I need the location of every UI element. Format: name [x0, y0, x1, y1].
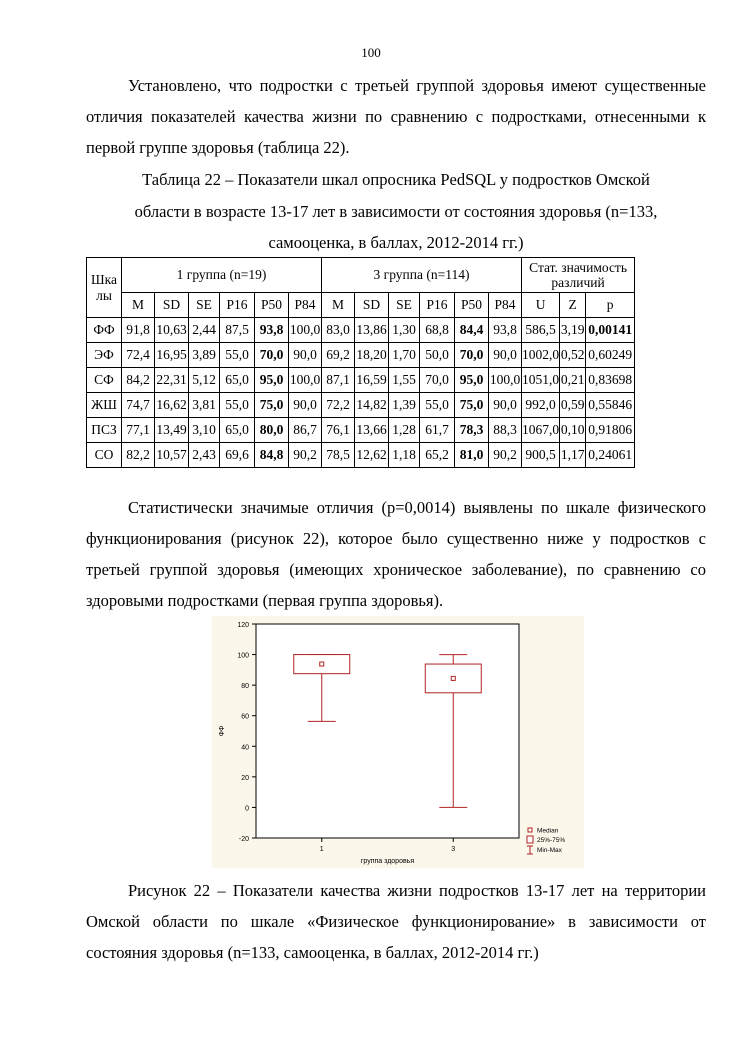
table-cell: 84,4: [455, 318, 489, 343]
table-cell: 13,66: [355, 418, 389, 443]
table-cell: 100,0: [289, 368, 322, 393]
table-cell: 61,7: [420, 418, 455, 443]
subheader-cell: SE: [389, 293, 420, 318]
table-cell: 586,5: [522, 318, 560, 343]
table-cell: 0,00141: [586, 318, 635, 343]
table-caption: [86, 164, 706, 259]
table-cell: 95,0: [255, 368, 289, 393]
table-cell: 1,55: [389, 368, 420, 393]
stat-header-line-2: различий: [551, 275, 605, 290]
figure-22: [212, 616, 584, 868]
page-number: 100: [361, 45, 381, 60]
subheader-cell: SD: [355, 293, 389, 318]
intro-paragraph: [86, 70, 706, 163]
table-cell: 992,0: [522, 393, 560, 418]
table-cell: 1,39: [389, 393, 420, 418]
subheader-cell: P16: [420, 293, 455, 318]
table-cell: 0,59: [560, 393, 586, 418]
table-cell: 70,0: [455, 343, 489, 368]
table-row: [87, 443, 635, 468]
table-cell: 50,0: [420, 343, 455, 368]
table-cell: 1,28: [389, 418, 420, 443]
table-cell: 72,4: [122, 343, 155, 368]
table-cell: 13,86: [355, 318, 389, 343]
table-cell: 0,91806: [586, 418, 635, 443]
table-cell: 10,57: [155, 443, 189, 468]
table-cell: 1,30: [389, 318, 420, 343]
x-tick-label: 1: [319, 846, 324, 853]
legend-box-marker: [527, 836, 533, 843]
table-cell: 1,17: [560, 443, 586, 468]
subheader-cell: P50: [255, 293, 289, 318]
legend-median-label: Median: [537, 827, 559, 835]
table-cell: 3,19: [560, 318, 586, 343]
table-cell: 22,31: [155, 368, 189, 393]
table-cell: 90,2: [289, 443, 322, 468]
scale-name-cell: СФ: [87, 368, 122, 393]
table-cell: 75,0: [255, 393, 289, 418]
table-cell: 65,0: [220, 368, 255, 393]
y-tick-label: 80: [241, 683, 249, 691]
table-cell: 0,24061: [586, 443, 635, 468]
group1-header: 1 группа (n=19): [122, 258, 322, 293]
table-cell: 0,55846: [586, 393, 635, 418]
scale-name-cell: ФФ: [87, 318, 122, 343]
table-row: [87, 368, 635, 393]
table-cell: 0,83698: [586, 368, 635, 393]
y-tick-label: 40: [241, 744, 249, 752]
table-cell: 16,62: [155, 393, 189, 418]
stat-header: [522, 258, 635, 293]
table-caption-line-3: самооценка, в баллах, 2012-2014 гг.): [268, 233, 524, 252]
table-cell: 90,0: [289, 393, 322, 418]
table-cell: 3,10: [189, 418, 220, 443]
y-tick-label: 20: [241, 774, 249, 782]
table-cell: 55,0: [420, 393, 455, 418]
table-row: [87, 418, 635, 443]
table-cell: 2,43: [189, 443, 220, 468]
table-cell: 1051,0: [522, 368, 560, 393]
table-cell: 13,49: [155, 418, 189, 443]
table-cell: 1067,0: [522, 418, 560, 443]
table-cell: 65,0: [220, 418, 255, 443]
table-cell: 95,0: [455, 368, 489, 393]
table-row: [87, 393, 635, 418]
median-marker: [320, 662, 324, 666]
y-tick-label: 120: [237, 622, 249, 629]
table-cell: 1,18: [389, 443, 420, 468]
table-cell: 14,82: [355, 393, 389, 418]
table-cell: 82,2: [122, 443, 155, 468]
table-cell: 80,0: [255, 418, 289, 443]
table-cell: 65,2: [420, 443, 455, 468]
table-cell: 74,7: [122, 393, 155, 418]
scale-header: [87, 258, 122, 318]
scale-name-cell: ЭФ: [87, 343, 122, 368]
table-cell: 0,21: [560, 368, 586, 393]
table-cell: 87,5: [220, 318, 255, 343]
table-cell: 100,0: [489, 368, 522, 393]
table-cell: 88,3: [489, 418, 522, 443]
table-cell: 18,20: [355, 343, 389, 368]
y-tick-label: 60: [241, 713, 249, 721]
table-caption-line-2: области в возрасте 13-17 лет в зависимости от состояния здоровья (n=133,: [134, 201, 658, 221]
x-axis-label: группа здоровья: [360, 858, 415, 865]
table-cell: 16,59: [355, 368, 389, 393]
table-cell: 91,8: [122, 318, 155, 343]
table-cell: 0,60249: [586, 343, 635, 368]
subheader-cell: M: [122, 293, 155, 318]
y-axis-label: ФФ: [219, 725, 226, 737]
table-cell: 78,3: [455, 418, 489, 443]
table-cell: 68,8: [420, 318, 455, 343]
table-cell: 87,1: [322, 368, 355, 393]
table-row: [87, 318, 635, 343]
subheader-cell: P16: [220, 293, 255, 318]
stat-header-line-1: Стат. значимость: [529, 260, 627, 275]
table-22: [86, 257, 635, 468]
table-cell: 90,2: [489, 443, 522, 468]
boxplot-chart: [212, 616, 584, 868]
table-cell: 12,62: [355, 443, 389, 468]
table-cell: 84,2: [122, 368, 155, 393]
table-cell: 90,0: [489, 343, 522, 368]
figure-caption: [86, 875, 706, 968]
table-cell: 77,1: [122, 418, 155, 443]
y-tick-label: 0: [245, 805, 249, 813]
subheader-row: [87, 293, 635, 318]
table-cell: 84,8: [255, 443, 289, 468]
y-tick-label: 100: [237, 652, 249, 660]
subheader-cell: SD: [155, 293, 189, 318]
table-cell: 2,44: [189, 318, 220, 343]
intro-paragraph-text: Установлено, что подростки с третьей группой здоровья имеют существенные отличия показателей качества жизни по сравнению с подростками, отнесенными к первой группе здоровья (таблица 22).: [86, 76, 706, 157]
stats-paragraph-text: Статистически значимые отличия (p=0,0014) выявлены по шкале физического функционирования (рисунок 22), которое было существенно ниже у подростков с третьей группой здоровья (имеющих хроническое заболевание), по сравнению со здоровыми подростками (первая группа здоровья).: [86, 498, 706, 610]
group3-header: 3 группа (n=114): [322, 258, 522, 293]
x-tick-label: 3: [451, 846, 456, 853]
table-cell: 90,0: [289, 343, 322, 368]
figure-caption-text: Рисунок 22 – Показатели качества жизни подростков 13-17 лет на территории Омской области по шкале «Физическое функционирование» в зависимости от состояния здоровья (n=133, самооценка, в баллах, 2012-2014 гг.): [86, 881, 706, 962]
table-cell: 3,89: [189, 343, 220, 368]
table-cell: 55,0: [220, 393, 255, 418]
scale-name-cell: ЖШ: [87, 393, 122, 418]
table-cell: 0,52: [560, 343, 586, 368]
table-cell: 75,0: [455, 393, 489, 418]
table-cell: 3,81: [189, 393, 220, 418]
subheader-cell: p: [586, 293, 635, 318]
table-cell: 93,8: [489, 318, 522, 343]
stats-paragraph: [86, 492, 706, 616]
scale-name-cell: ПСЗ: [87, 418, 122, 443]
scale-name-cell: СО: [87, 443, 122, 468]
table-cell: 90,0: [489, 393, 522, 418]
legend-whisker-label: Min-Max: [537, 847, 562, 854]
table-cell: 83,0: [322, 318, 355, 343]
table-cell: 86,7: [289, 418, 322, 443]
table-cell: 5,12: [189, 368, 220, 393]
table-cell: 100,0: [289, 318, 322, 343]
table-cell: 69,6: [220, 443, 255, 468]
scale-header-line-1: Шка: [91, 271, 117, 287]
subheader-cell: U: [522, 293, 560, 318]
table-cell: 78,5: [322, 443, 355, 468]
subheader-cell: P84: [489, 293, 522, 318]
legend-median-marker: [528, 828, 532, 832]
table-cell: 72,2: [322, 393, 355, 418]
table-cell: 1,70: [389, 343, 420, 368]
table-cell: 55,0: [220, 343, 255, 368]
subheader-cell: P50: [455, 293, 489, 318]
subheader-cell: M: [322, 293, 355, 318]
legend-box-label: 25%-75%: [537, 837, 566, 844]
table-cell: 69,2: [322, 343, 355, 368]
table-cell: 10,63: [155, 318, 189, 343]
table-row: [87, 343, 635, 368]
subheader-cell: P84: [289, 293, 322, 318]
table-cell: 1002,0: [522, 343, 560, 368]
median-marker: [451, 676, 455, 680]
table-cell: 81,0: [455, 443, 489, 468]
y-tick-label: -20: [238, 836, 249, 843]
subheader-cell: SE: [189, 293, 220, 318]
scale-header-line-2: лы: [96, 287, 112, 303]
table-cell: 16,95: [155, 343, 189, 368]
table-caption-line-1: Таблица 22 – Показатели шкал опросника PedSQL у подростков Омской: [142, 170, 650, 189]
table-cell: 93,8: [255, 318, 289, 343]
table-cell: 70,0: [420, 368, 455, 393]
table-cell: 900,5: [522, 443, 560, 468]
table-cell: 76,1: [322, 418, 355, 443]
table-cell: 70,0: [255, 343, 289, 368]
table-cell: 0,10: [560, 418, 586, 443]
subheader-cell: Z: [560, 293, 586, 318]
